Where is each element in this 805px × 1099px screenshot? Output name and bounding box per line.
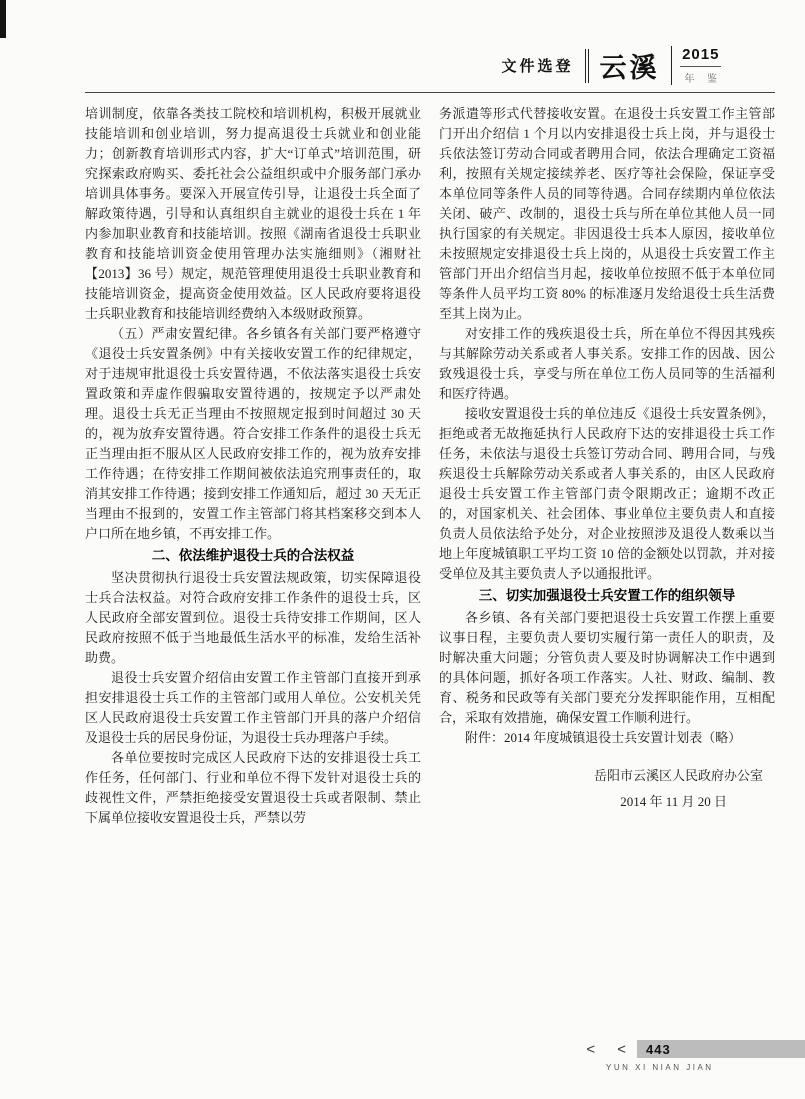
paragraph: 坚决贯彻执行退役士兵安置法规政策，切实保障退役士兵合法权益。对符合政府安排工作条件的退役士兵，区人民政府全部安置到位。退役士兵待安排工作期间，区人民政府按照不低于当地最低生活水平的标准，发给生活补助费。 <box>85 570 421 665</box>
yearbook-label: 年 鉴 <box>684 74 722 85</box>
yearbook-brand: 云溪 <box>599 53 660 83</box>
page-number-bar <box>637 1040 805 1058</box>
paragraph: 接收安置退役士兵的单位违反《退役士兵安置条例》，拒绝或者无故拖延执行人民政府下达的安排退役士兵工作任务，未依法与退役士兵签订劳动合同、聘用合同，与残疾退役士兵解除劳动关系或者人事关系的，由区人民政府退役士兵安置工作主管部门责令限期改正；逾期不改正的，对国家机关、社会团体、事业单位主要负责人和直接负责人员依法给予处分，对企业按照涉及退役人数乘以当地上年度城镇职工平均工资 10 倍的金额处以罚款，并对接受单位及其主要负责人予以通报批评。 <box>439 406 775 581</box>
scan-edge-mark <box>0 0 6 38</box>
section-heading: 二、依法维护退役士兵的合法权益 <box>151 548 355 563</box>
year-label: 2015 <box>680 46 721 67</box>
section-heading: 三、切实加强退役士兵安置工作的组织领导 <box>478 588 736 603</box>
paragraph: 各乡镇、各有关部门要把退役士兵安置工作摆上重要议事日程，主要负责人要切实履行第一责任人的职责，及时解决重大问题；分管负责人要及时协调解决工作中遇到的具体问题，抓好各项工作落实。人社、财政、编制、教育、税务和民政等有关部门要充分发挥职能作用，互相配合，采取有效措施，确保安置工作顺利进行。 <box>439 610 775 725</box>
right-column <box>439 104 775 828</box>
document-body <box>85 104 775 828</box>
paragraph: （五）严肃安置纪律。各乡镇各有关部门要严格遵守《退役士兵安置条例》中有关接收安置工作的纪律规定，对于违规审批退役士兵安置待遇，不依法落实退役士兵安置政策和弄虚作假骗取安置待遇的，按规定予以严肃处理。退役士兵无正当理由不按照规定报到时间超过 30 天的，视为放弃安置待遇。符合安排工作条件的退役士兵无正当理由拒不服从区人民政府安排工作的，视为放弃安排工作待遇；在待安排工作期间被依法追究刑事责任的，取消其安排工作待遇；接到安排工作通知后，超过 30 天无正当理由不报到的，安置工作主管部门将其档案移交到本人户口所在地乡镇，不再安排工作。 <box>85 326 421 541</box>
paragraph: 退役士兵安置介绍信由安置工作主管部门直接开到承担安排退役士兵工作的主管部门或用人单位。公安机关凭区人民政府退役士兵安置工作主管部门开具的落户介绍信及退役士兵的居民身份证，为退役士兵办理落户手续。 <box>85 670 421 745</box>
chevrons-icon: < < <box>586 1040 635 1058</box>
page-footer <box>0 1040 805 1072</box>
page-number: 443 <box>646 1041 671 1057</box>
header-rule <box>85 92 775 93</box>
section-label: 文件选登 <box>501 58 574 75</box>
paragraph: 务派遣等形式代替接收安置。在退役士兵安置工作主管部门开出介绍信 1 个月以内安排退役士兵上岗，并与退役士兵依法签订劳动合同或者聘用合同，依法合理确定工资福利，按照有关规定接续养老、医疗等社会保险，保证享受本单位同等条件人员的同等待遇。合同存续期内单位依法关闭、破产、改制的，退役士兵与所在单位其他人员一同执行国家的有关规定。非因退役士兵本人原因，接收单位未按照规定安排退役士兵上岗的，从退役士兵安置工作主管部门开出介绍信当月起，接收单位按照不低于本单位同等条件人员平均工资 80% 的标准逐月发给退役士兵生活费至其上岗为止。 <box>439 106 775 321</box>
romanized-title: YUN XI NIAN JIAN <box>606 1063 714 1072</box>
paragraph: 附件：2014 年度城镇退役士兵安置计划表（略） <box>465 730 742 745</box>
year-box <box>671 46 723 85</box>
paragraph: 对安排工作的残疾退役士兵，所在单位不得因其残疾与其解除劳动关系或者人事关系。安排工作的因战、因公致残退役士兵，享受与所在单位工伤人员同等的生活福利和医疗待遇。 <box>439 326 775 401</box>
date-line: 2014 年 11 月 20 日 <box>620 794 727 809</box>
header-divider <box>585 49 589 83</box>
page-header <box>0 46 722 85</box>
left-column <box>85 104 421 828</box>
paragraph: 各单位要按时完成区人民政府下达的安排退役士兵工作任务，任何部门、行业和单位不得下发针对退役士兵的歧视性文件，严禁拒绝接受安置退役士兵或者限制、禁止下属单位接收安置退役士兵，严禁以劳 <box>85 750 421 825</box>
signature-line: 岳阳市云溪区人民政府办公室 <box>593 768 763 783</box>
paragraph: 培训制度，依靠各类技工院校和培训机构，积极开展就业技能培训和创业培训，努力提高退役士兵就业和创业能力；创新教育培训形式内容，扩大“订单式”培训范围，研究探索政府购买、委托社会公益组织或中介服务部门承办培训具体事务。要深入开展宣传引导，让退役士兵全面了解政策待遇，引导和认真组织自主就业的退役士兵在 1 年内参加职业教育和技能培训。按照《湖南省退役士兵职业教育和技能培训资金使用管理办法实施细则》（湘财社【2013】36 号）规定，规范管理使用退役士兵职业教育和技能培训资金，提高资金使用效益。区人民政府要将退役士兵职业教育和技能培训经费纳入本级财政预算。 <box>85 106 421 321</box>
